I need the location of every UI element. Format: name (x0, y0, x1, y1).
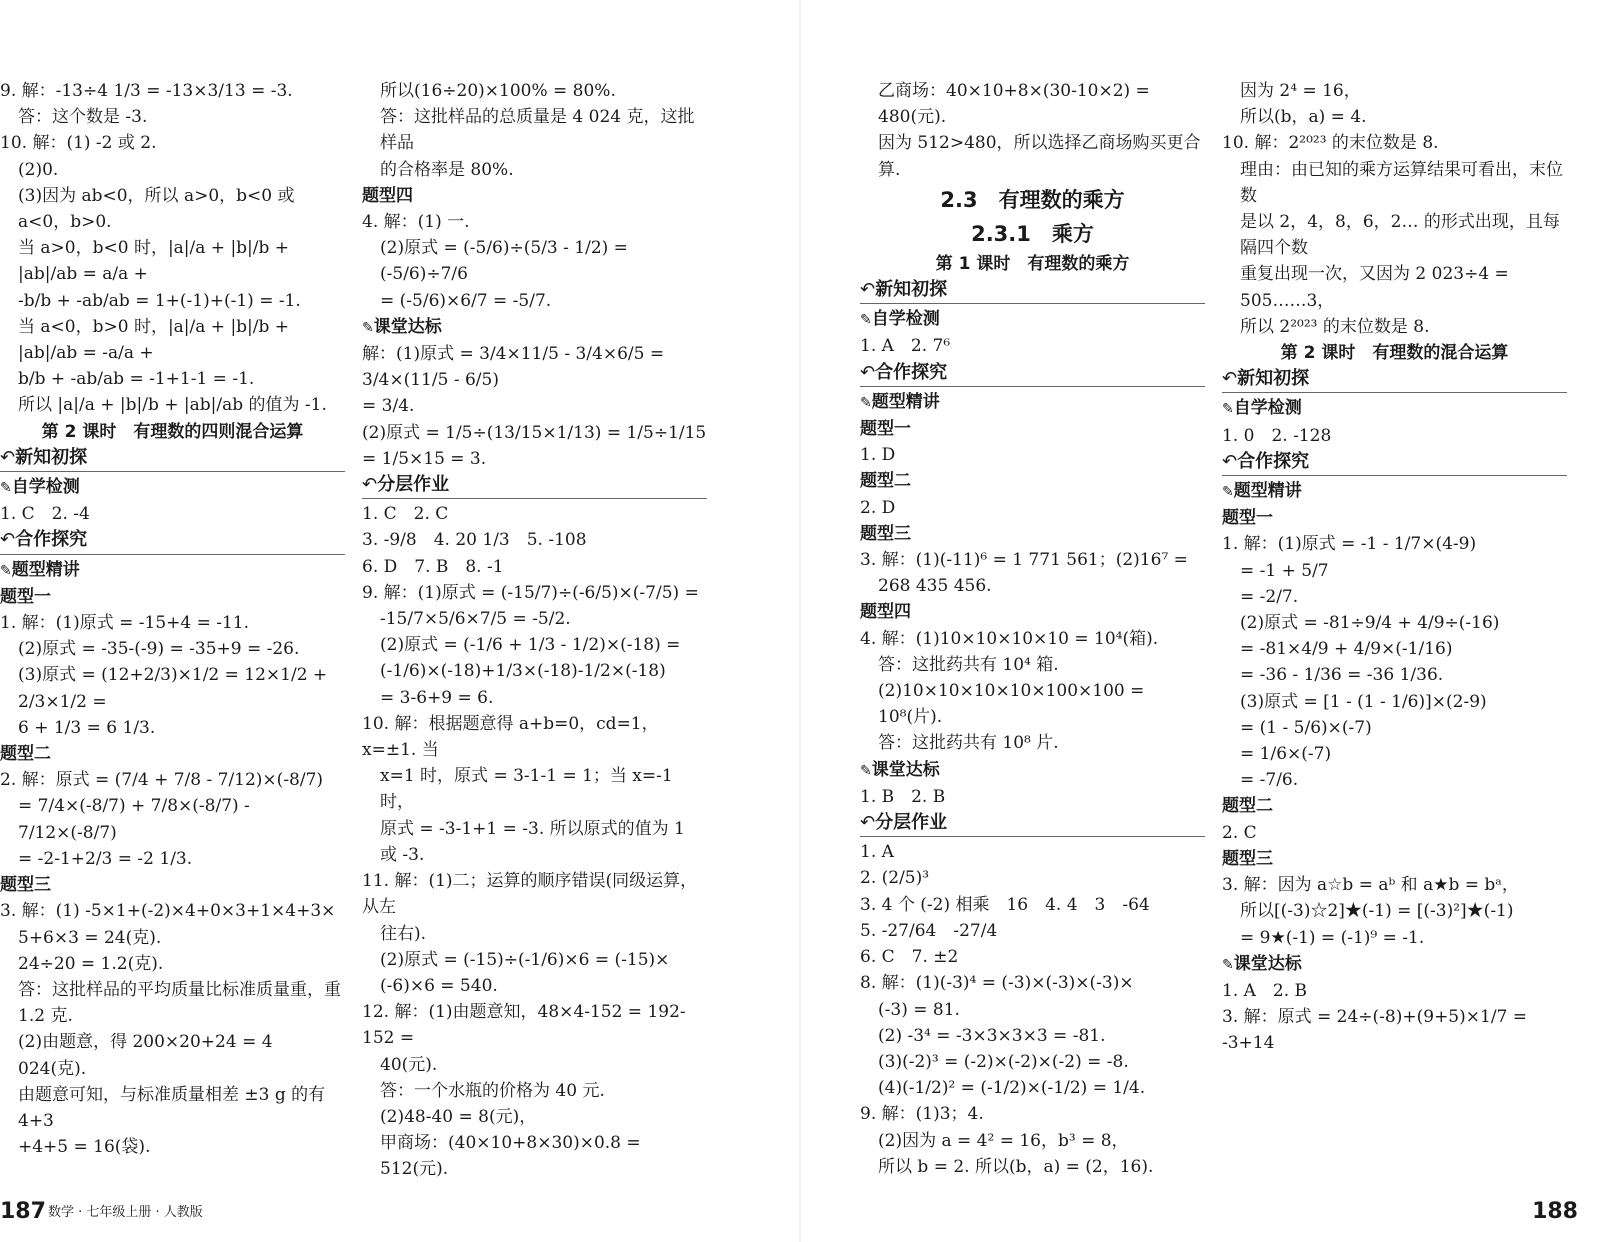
text-line: 2. 解：原式 = (7/4 + 7/8 - 7/12)×(-8/7) (0, 770, 324, 791)
text-line: ✎ 题型精讲 (860, 389, 1205, 416)
text-line: (2)原式 = -81÷9/4 + 4/9÷(-16) (1240, 613, 1500, 634)
right-page-column-2 (1222, 78, 1567, 1057)
text-line: 题型二 (860, 471, 911, 492)
left-page-column-1 (0, 78, 345, 1160)
text-line: 1. 解：(1)原式 = -15+4 = -11. (0, 613, 250, 634)
text-line: 1. B 2. B (860, 786, 946, 807)
right-page-number: 188 (1532, 1199, 1578, 1224)
text-line: 题型三 (1222, 848, 1273, 869)
text-line: 5. -27/64 -27/4 (860, 920, 998, 941)
text-line: 3. 解：(1) -5×1+(-2)×4+0×3+1×4+3× (0, 901, 336, 922)
text-line: 题型三 (860, 523, 911, 544)
text-line: 答：这批药共有 10⁴ 箱. (878, 654, 1059, 675)
text-line: 10. 解：2²⁰²³ 的末位数是 8. (1222, 133, 1439, 154)
text-line: 10. 解：根据题意得 a+b=0，cd=1，x=±1. 当 (362, 713, 659, 761)
text-line: 原式 = -3-1+1 = -3. 所以原式的值为 1 (380, 818, 685, 839)
text-line: (2)48-40 = 8(元)， (380, 1106, 537, 1127)
text-line: 因为 2⁴ = 16， (1240, 81, 1361, 101)
text-line: ↶ 分层作业 (860, 810, 1205, 837)
text-line: -b/b + -ab/ab = 1+(-1)+(-1) = -1. (18, 290, 301, 311)
text-line: 1. C 2. -4 (0, 504, 90, 525)
text-line: 所以(b，a) = 4. (1240, 107, 1367, 128)
text-line: 6. C 7. ±2 (860, 947, 959, 968)
text-line: = -2-1+2/3 = -2 1/3. (18, 848, 193, 869)
text-line: ↶ 分层作业 (362, 472, 707, 499)
text-line: 268 435 456. (878, 576, 992, 597)
text-line: ↶ 合作探究 (1222, 449, 1567, 476)
text-line: (-3) = 81. (878, 999, 960, 1020)
text-line: ✎ 课堂达标 (1222, 951, 1567, 978)
text-line: (2)原式 = (-15)÷(-1/6)×6 = (-15)× (380, 949, 670, 970)
text-line: 理由：由已知的乘方运算结果可看出，末位数 (1240, 159, 1563, 206)
text-line: 答：这批样品的平均质量比标准质量重，重 1.2 克. (18, 979, 347, 1027)
text-line: = 3-6+9 = 6. (380, 687, 494, 708)
text-line: 往右). (380, 923, 427, 944)
text-line: ✎ 自学检测 (0, 474, 345, 501)
text-line: 1. A 2. 7⁶ (860, 336, 951, 357)
text-line: 2.3.1 乘方 (971, 221, 1094, 246)
text-line: 重复出现一次，又因为 2 023÷4 = 505……3， (1240, 264, 1515, 311)
text-line: 9. 解：-13÷4 1/3 = -13×3/13 = -3. (0, 81, 293, 101)
text-line: 第 2 课时 有理数的混合运算 (1280, 343, 1509, 364)
text-line: 所以(16÷20)×100% = 80%. (380, 81, 616, 101)
page-gutter (799, 0, 801, 1242)
text-line: 题型四 (860, 602, 911, 623)
text-line: (-6)×6 = 540. (380, 975, 498, 996)
text-line: = 9★(-1) = (-1)⁹ = -1. (1240, 927, 1425, 948)
text-line: (4)(-1/2)² = (-1/2)×(-1/2) = 1/4. (878, 1078, 1146, 1099)
text-line: 40(元). (380, 1054, 438, 1075)
text-line: 答：这批药共有 10⁸ 片. (878, 733, 1059, 754)
text-line: 3. 4 个 (-2) 相乘 16 4. 4 3 -64 (860, 894, 1150, 915)
text-line: 答：这批样品的总质量是 4 024 克，这批样品 (380, 107, 695, 154)
text-line: 当 a<0，b>0 时，|a|/a + |b|/b + |ab|/ab = -a/a + (18, 316, 295, 364)
left-page-column-2 (362, 78, 712, 1183)
text-line: 1. A 2. B (1222, 980, 1308, 1001)
text-line: ↶ 合作探究 (0, 527, 345, 554)
text-line: 题型四 (362, 185, 413, 206)
text-line: ↶ 合作探究 (860, 360, 1205, 387)
text-line: 甲商场：(40×10+8×30)×0.8 = 512(元). (380, 1133, 647, 1180)
text-line: 3. 解：原式 = 24÷(-8)+(9+5)×1/7 = -3+14 (1222, 1007, 1533, 1054)
text-line: 1. D (860, 445, 896, 466)
text-line: 解：(1)原式 = 3/4×11/5 - 3/4×6/5 = 3/4×(11/5 - 6/5) (362, 344, 670, 391)
text-line: ✎ 题型精讲 (0, 557, 345, 584)
text-line: 2. C (1222, 822, 1257, 843)
text-line: = (-5/6)×6/7 = -5/7. (380, 290, 552, 311)
text-line: (2)10×10×10×10×100×100 = 10⁸(片). (878, 681, 1150, 728)
text-line: 1. 解：(1)原式 = -1 - 1/7×(4-9) (1222, 534, 1477, 555)
text-line: 1. 0 2. -128 (1222, 425, 1332, 446)
text-line: (2)由题意，得 200×20+24 = 4 024(克). (18, 1032, 278, 1079)
text-line: 3. 解：(1)(-11)⁶ = 1 771 561；(2)16⁷ = (860, 550, 1188, 571)
text-line: 1. C 2. C (362, 504, 449, 525)
text-line: 所以[(-3)☆2]★(-1) = [(-3)²]★(-1) (1240, 901, 1514, 922)
text-line: 6. D 7. B 8. -1 (362, 556, 504, 577)
text-line: -15/7×5/6×7/5 = -5/2. (380, 609, 571, 630)
text-line: ✎ 题型精讲 (1222, 478, 1567, 505)
text-line: = -7/6. (1240, 770, 1299, 791)
text-line: (2)原式 = -35-(-9) = -35+9 = -26. (18, 639, 300, 660)
text-line: 3. 解：因为 a☆b = aᵇ 和 a★b = bᵃ， (1222, 875, 1519, 896)
page-footer (0, 1194, 1600, 1224)
text-line: 2. D (860, 497, 896, 518)
text-line: (2)0. (18, 159, 59, 180)
text-line: 24÷20 = 1.2(克). (18, 953, 164, 974)
left-page-number: 187 (0, 1199, 46, 1224)
text-line: b/b + -ab/ab = -1+1-1 = -1. (18, 369, 255, 390)
text-line: = 1/6×(-7) (1240, 744, 1332, 765)
text-line: 12. 解：(1)由题意知，48×4-152 = 192-152 = (362, 1002, 686, 1049)
text-line: 当 a>0，b<0 时，|a|/a + |b|/b + |ab|/ab = a/a + (18, 238, 295, 285)
text-line: ✎ 课堂达标 (362, 314, 707, 341)
text-line: (3)(-2)³ = (-2)×(-2)×(-2) = -8. (878, 1051, 1129, 1072)
text-line: (3)因为 ab<0，所以 a>0，b<0 或 a<0，b>0. (18, 185, 300, 233)
text-line: ↶ 新知初探 (1222, 366, 1567, 393)
text-line: 题型一 (860, 419, 911, 440)
text-line: = -1 + 5/7 (1240, 560, 1329, 581)
text-line: (2)原式 = (-5/6)÷(5/3 - 1/2) = (-5/6)÷7/6 (380, 238, 634, 285)
text-line: ✎ 课堂达标 (860, 757, 1205, 784)
text-line: (2) -3⁴ = -3×3×3×3 = -81. (878, 1025, 1106, 1046)
text-line: 答：这个数是 -3. (18, 107, 148, 128)
text-line: 乙商场：40×10+8×(30-10×2) = 480(元). (878, 81, 1156, 128)
text-line: = 7/4×(-8/7) + 7/8×(-8/7) - 7/12×(-8/7) (18, 796, 256, 843)
text-line: 第 2 课时 有理数的四则混合运算 (41, 421, 304, 442)
text-line: 的合格率是 80%. (380, 159, 514, 180)
text-line: 所以 b = 2. 所以(b，a) = (2，16). (878, 1156, 1154, 1177)
text-line: 9. 解：(1)3；4. (860, 1104, 984, 1125)
text-line: 5+6×3 = 24(克). (18, 927, 162, 948)
text-line: x=1 时，原式 = 3-1-1 = 1；当 x=-1 时， (380, 766, 679, 813)
text-line: (2)原式 = 1/5÷(13/15×1/13) = 1/5÷1/15 = 1/5×15 = 3. (362, 422, 712, 469)
text-line: = -81×4/9 + 4/9×(-1/16) (1240, 639, 1453, 660)
text-line: (2)原式 = (-1/6 + 1/3 - 1/2)×(-18) = (380, 635, 681, 656)
text-line: 4. 解：(1) 一. (362, 212, 470, 233)
text-line: 9. 解：(1)原式 = (-15/7)÷(-6/5)×(-7/5) = (362, 582, 699, 603)
right-page-column-1 (860, 78, 1205, 1180)
text-line: (2)因为 a = 4² = 16，b³ = 8， (878, 1130, 1129, 1151)
text-line: = -2/7. (1240, 586, 1299, 607)
text-line: = -36 - 1/36 = -36 1/36. (1240, 665, 1444, 686)
text-line: 11. 解：(1)二；运算的顺序错误(同级运算，从左 (362, 871, 698, 918)
text-line: ✎ 自学检测 (1222, 395, 1567, 422)
text-line: 题型一 (0, 586, 51, 607)
text-line: 2.3 有理数的乘方 (940, 187, 1125, 212)
text-line: ↶ 新知初探 (860, 277, 1205, 304)
text-line: (3)原式 = (12+2/3)×1/2 = 12×1/2 + 2/3×1/2 = (18, 665, 333, 712)
text-line: = (1 - 5/6)×(-7) (1240, 717, 1372, 738)
text-line: 4. 解：(1)10×10×10×10 = 10⁴(箱). (860, 628, 1159, 649)
text-line: 是以 2，4，8，6，2… 的形式出现，且每隔四个数 (1240, 212, 1560, 259)
text-line: ✎ 自学检测 (860, 306, 1205, 333)
text-line: 题型二 (1222, 796, 1273, 817)
text-line: 1. A (860, 842, 894, 863)
text-line: 由题意可知，与标准质量相差 ±3 g 的有 4+3 (18, 1084, 331, 1131)
text-line: 答：一个水瓶的价格为 40 元. (380, 1080, 605, 1101)
text-line: 3. -9/8 4. 20 1/3 5. -108 (362, 530, 587, 551)
text-line: 题型三 (0, 875, 51, 896)
text-line: 6 + 1/3 = 6 1/3. (18, 717, 156, 738)
left-footer-text: 数学 · 七年级上册 · 人教版 (48, 1205, 203, 1220)
text-line: (3)原式 = [1 - (1 - 1/6)]×(2-9) (1240, 691, 1487, 712)
text-line: +4+5 = 16(袋). (18, 1137, 151, 1158)
text-line: 题型二 (0, 744, 51, 765)
text-line: 因为 512>480，所以选择乙商场购买更合算. (878, 133, 1201, 180)
text-line: 题型一 (1222, 508, 1273, 529)
text-line: 第 1 课时 有理数的乘方 (935, 253, 1130, 274)
text-line: 或 -3. (380, 844, 425, 865)
text-line: 所以 |a|/a + |b|/b + |ab|/ab 的值为 -1. (18, 395, 327, 416)
text-line: 10. 解：(1) -2 或 2. (0, 133, 157, 154)
text-line: 8. 解：(1)(-3)⁴ = (-3)×(-3)×(-3)× (860, 973, 1134, 994)
text-line: (-1/6)×(-18)+1/3×(-18)-1/2×(-18) (380, 661, 666, 682)
text-line: 所以 2²⁰²³ 的末位数是 8. (1240, 316, 1430, 337)
text-line: ↶ 新知初探 (0, 445, 345, 472)
text-line: 2. (2/5)³ (860, 868, 930, 889)
text-line: = 3/4. (362, 396, 415, 417)
